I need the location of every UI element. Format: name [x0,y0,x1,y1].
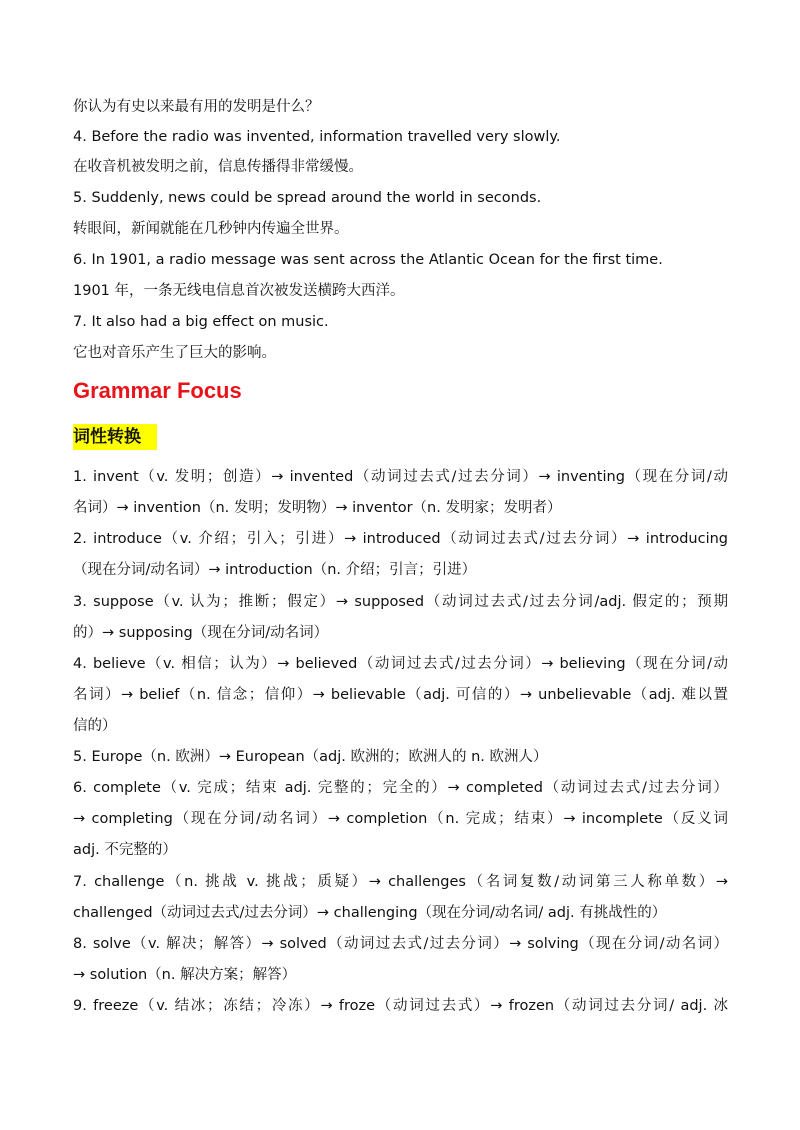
body-line: 名词）→ belief（n. 信念；信仰）→ believable（adj. 可信的）→ unbelievable（adj. 难以置 [73,687,728,703]
intro-line: 7. It also had a big effect on music. [73,314,329,330]
intro-line: 5. Suddenly, news could be spread around the world in seconds. [73,190,542,206]
intro-line: 它也对音乐产生了巨大的影响。 [73,345,276,361]
body-line: 7. challenge（n. 挑战 v. 挑战；质疑）→ challenges（名词复数/动词第三人称单数）→ [73,874,728,890]
body-line: 4. believe（v. 相信；认为）→ believed（动词过去式/过去分词）→ believing（现在分词/动 [73,656,728,672]
body-line: adj. 不完整的） [73,842,177,858]
body-line: 1. invent（v. 发明；创造）→ invented（动词过去式/过去分词）→ inventing（现在分词/动 [73,469,728,485]
body-line: （现在分词/动名词）→ introduction（n. 介绍；引言；引进） [73,562,477,578]
intro-line: 6. In 1901, a radio message was sent across the Atlantic Ocean for the first time. [73,252,663,268]
intro-line: 4. Before the radio was invented, information travelled very slowly. [73,129,561,145]
body-line: 8. solve（v. 解决；解答）→ solved（动词过去式/过去分词）→ solving（现在分词/动名词） [73,936,728,952]
intro-line: 你认为有史以来最有用的发明是什么？ [73,99,320,115]
body-line: 2. introduce（v. 介绍；引入；引进）→ introduced（动词过去式/过去分词）→ introducing [73,531,728,547]
body-line: 名词）→ invention（n. 发明；发明物）→ inventor（n. 发明家；发明者） [73,500,562,516]
intro-line: 1901 年，一条无线电信息首次被发送横跨大西洋。 [73,283,405,299]
intro-line: 在收音机被发明之前，信息传播得非常缓慢。 [73,159,363,175]
body-line: 6. complete（v. 完成；结束 adj. 完整的；完全的）→ completed（动词过去式/过去分词） [73,780,728,796]
body-line: 的）→ supposing（现在分词/动名词） [73,625,329,641]
body-line: 9. freeze（v. 结冰；冻结；冷冻）→ froze（动词过去式）→ frozen（动词过去分词/ adj. 冰 [73,998,728,1014]
body-line: 信的） [73,718,117,734]
body-line: → solution（n. 解决方案；解答） [73,967,297,983]
section-heading-highlighted: 词性转换 [73,424,157,450]
body-line: challenged（动词过去式/过去分词）→ challenging（现在分词/动名词/ adj. 有挑战性的） [73,905,667,921]
body-line: 5. Europe（n. 欧洲）→ European（adj. 欧洲的；欧洲人的 n. 欧洲人） [73,749,548,765]
intro-line: 转眼间，新闻就能在几秒钟内传遍全世界。 [73,221,349,237]
body-line: 3. suppose（v. 认为；推断；假定）→ supposed（动词过去式/过去分词/adj. 假定的；预期 [73,594,728,610]
grammar-focus-heading: Grammar Focus [73,378,242,403]
body-line: → completing（现在分词/动名词）→ completion（n. 完成；结束）→ incomplete（反义词 [73,811,728,827]
